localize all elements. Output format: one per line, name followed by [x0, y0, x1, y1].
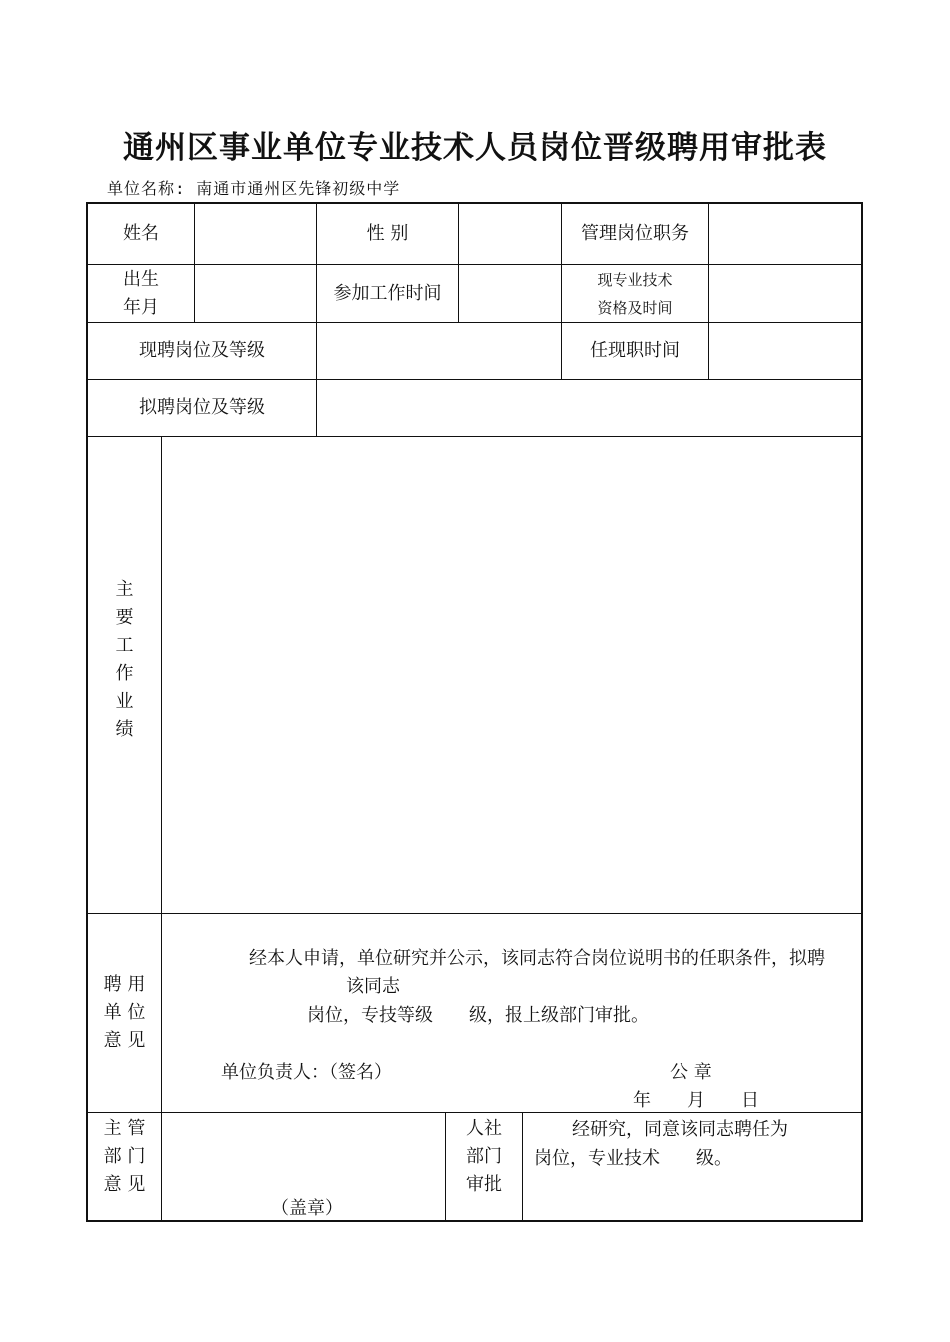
- unit-name-line: [107, 176, 400, 199]
- form-title: 通州区事业单位专业技术人员岗位晋级聘用审批表: [123, 130, 827, 166]
- achievements-char: 业: [115, 691, 134, 712]
- unit-name-value: 南通市通州区先锋初级中学: [196, 179, 401, 198]
- current-post-label: 现聘岗位及等级: [139, 340, 265, 361]
- birth-date-label: [88, 265, 194, 322]
- qualification-label: [562, 265, 708, 322]
- row-divider: [88, 913, 863, 914]
- achievements-char: 要: [115, 607, 134, 628]
- hr-label-line: 人社: [466, 1118, 502, 1139]
- achievements-input[interactable]: [162, 437, 863, 913]
- qualification-label-line2: 资格及时间: [597, 298, 673, 317]
- hr-label-line: 审批: [466, 1174, 502, 1195]
- qualification-input[interactable]: [709, 265, 863, 322]
- work-start-label: 参加工作时间: [333, 282, 442, 304]
- achievements-char: 绩: [115, 719, 134, 740]
- employer-opinion-text-line3: 岗位，专技等级 级，报上级部门审批。: [307, 1005, 649, 1026]
- qualification-label-line1: 现专业技术: [597, 270, 673, 289]
- proposed-post-label: 拟聘岗位及等级: [139, 397, 265, 418]
- birth-date-input[interactable]: [195, 265, 316, 322]
- name-input[interactable]: [195, 204, 316, 264]
- employer-official-seal: 公 章: [670, 1062, 712, 1083]
- supervisor-label-line: 部 门: [103, 1146, 146, 1167]
- employer-opinion-date: 年 月 日: [633, 1090, 759, 1111]
- birth-label-line1: 出生: [123, 268, 159, 290]
- supervisor-label-line: 意 见: [103, 1174, 146, 1195]
- management-post-input[interactable]: [709, 204, 863, 264]
- gender-input[interactable]: [459, 204, 561, 264]
- employer-opinion-text-line1: 经本人申请，单位研究并公示，该同志符合岗位说明书的任职条件，拟聘: [249, 948, 825, 969]
- employer-signer-label: 单位负责人：（签名）: [221, 1062, 392, 1083]
- employer-opinion-label-line: 聘 用: [103, 974, 146, 995]
- col-divider: [522, 1112, 523, 1222]
- hr-label-line: 部门: [466, 1146, 502, 1167]
- supervisor-label-line: 主 管: [103, 1118, 146, 1139]
- achievements-char: 作: [115, 663, 134, 684]
- approval-form-table: [86, 202, 863, 1222]
- employer-opinion-label-line: 意 见: [103, 1030, 146, 1051]
- work-start-input[interactable]: [459, 265, 561, 322]
- achievements-char: 工: [115, 635, 134, 656]
- hr-approval-text-line2: 岗位，专业技术 级。: [534, 1148, 732, 1169]
- proposed-post-input[interactable]: [317, 380, 863, 436]
- hr-approval-label: [446, 1113, 522, 1222]
- supervisor-stamp-label: （盖章）: [271, 1198, 343, 1219]
- supervisor-opinion-label: [88, 1113, 161, 1222]
- management-post-label: 管理岗位职务: [581, 223, 689, 244]
- hr-approval-text-line1: 经研究，同意该同志聘任为: [572, 1119, 788, 1140]
- achievements-label: [88, 437, 161, 913]
- employer-opinion-label-line: 单 位: [103, 1002, 146, 1023]
- current-post-time-label: 任现职时间: [590, 340, 680, 361]
- employer-opinion-text-line2: 该同志: [346, 976, 400, 997]
- gender-label: 性 别: [366, 223, 409, 244]
- employer-opinion-label: [88, 914, 161, 1112]
- achievements-char: 主: [115, 579, 134, 600]
- birth-label-line2: 年月: [123, 296, 159, 318]
- current-post-time-input[interactable]: [709, 323, 863, 379]
- name-label: 姓名: [123, 223, 159, 244]
- current-post-input[interactable]: [317, 323, 561, 379]
- unit-name-label: 单位名称:: [107, 179, 186, 198]
